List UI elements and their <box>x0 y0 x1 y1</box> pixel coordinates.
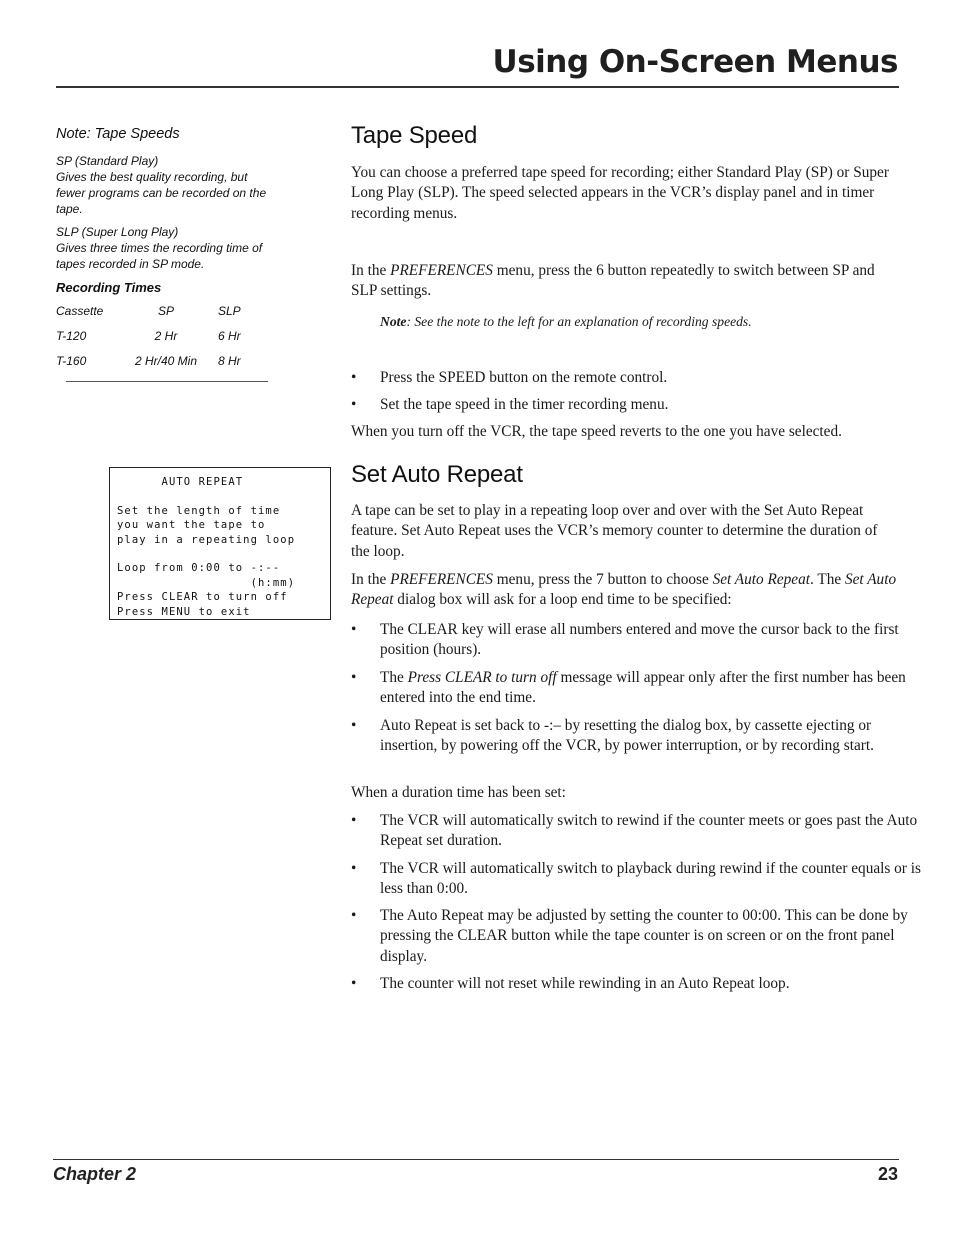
page-title: Using On-Screen Menus <box>492 44 898 80</box>
recording-times-title: Recording Times <box>56 280 162 295</box>
table-header-cell: Cassette <box>56 304 104 318</box>
tape-speed-note: Note: See the note to the left for an explanation of recording speeds. <box>380 314 752 329</box>
tape-speed-intro: You can choose a preferred tape speed for recording; either Standard Play (SP) or Super Long Play (SLP). The speed selected appears in the VCR’s display panel and in timer recording menus. <box>351 164 889 222</box>
bullet-icon: • <box>351 812 357 829</box>
list-item: • Set the tape speed in the timer recording menu. <box>351 395 928 415</box>
slp-note: SLP (Super Long Play) Gives three times the recording time of tapes recorded in SP mode. <box>56 225 263 271</box>
list-item: • The Press CLEAR to turn off message will appear only after the first number has been entered into the end time. <box>351 669 906 707</box>
footer-page-number: 23 <box>877 1164 898 1184</box>
list-item: • The VCR will automatically switch to playback during rewind if the counter equals or is less than 0:00. <box>351 860 921 898</box>
header-rule <box>56 86 899 88</box>
list-item: • The CLEAR key will erase all numbers entered and move the cursor back to the first position (hours). <box>351 621 899 659</box>
table-row <box>56 329 276 354</box>
auto-repeat-heading: Set Auto Repeat <box>351 461 523 488</box>
auto-repeat-screen: AUTO REPEAT Set the length of time you want the tape to play in a repeating loop Loop from 0:00 to -:-- (h:mm) Press CLEAR to turn off Press MENU to exit <box>109 467 331 620</box>
bullet-icon: • <box>351 975 357 992</box>
table-header-cell: SLP <box>218 304 241 318</box>
table-row <box>56 354 276 379</box>
bullet-icon: • <box>351 396 357 413</box>
footer-rule <box>53 1159 899 1160</box>
table-cell: 2 Hr <box>154 329 178 343</box>
sidebar-rule <box>66 381 268 382</box>
table-header-row <box>56 304 276 329</box>
table-header-cell: SP <box>157 304 174 318</box>
bullet-icon: • <box>351 369 357 386</box>
sp-note: SP (Standard Play) Gives the best quality recording, but fewer programs can be recorded on the tape. <box>56 154 267 216</box>
list-item: • The Auto Repeat may be adjusted by setting the counter to 00:00. This can be done by pressing the CLEAR button while the tape counter is on screen or on the front panel display. <box>351 907 908 965</box>
tape-speed-instruction: In the PREFERENCES menu, press the 6 button repeatedly to switch between SP and SLP settings. <box>351 262 875 300</box>
tape-speed-heading: Tape Speed <box>351 122 478 149</box>
list-item: • The counter will not reset while rewinding in an Auto Repeat loop. <box>351 974 928 994</box>
list-item: • Auto Repeat is set back to -:– by resetting the dialog box, by cassette ejecting or insertion, by powering off the VCR, by power interruption, or by recording start. <box>351 717 874 755</box>
table-cell: T-120 <box>56 329 87 343</box>
bullet-icon: • <box>351 907 357 924</box>
table-cell: T-160 <box>56 354 87 368</box>
footer-chapter: Chapter 2 <box>53 1164 137 1184</box>
table-cell: 8 Hr <box>218 354 241 368</box>
list-item: • The VCR will automatically switch to rewind if the counter meets or goes past the Auto Repeat set duration. <box>351 812 918 850</box>
bullet-icon: • <box>351 717 357 734</box>
tape-speed-closing: When you turn off the VCR, the tape speed reverts to the one you have selected. <box>351 423 842 440</box>
note-title: Note: Tape Speeds <box>56 126 180 142</box>
when-set-text: When a duration time has been set: <box>351 784 566 801</box>
table-cell: 6 Hr <box>218 329 241 343</box>
bullet-icon: • <box>351 860 357 877</box>
auto-repeat-instruction: In the PREFERENCES menu, press the 7 button to choose Set Auto Repeat. The Set Auto Repeat dialog box will ask for a loop end time to be specified: <box>351 571 897 609</box>
bullet-icon: • <box>351 669 357 686</box>
bullet-icon: • <box>351 621 357 638</box>
list-item: • Press the SPEED button on the remote control. <box>351 368 928 388</box>
note-label: Note <box>380 314 407 329</box>
auto-repeat-intro: A tape can be set to play in a repeating loop over and over with the Set Auto Repeat feature. Set Auto Repeat uses the VCR’s memory counter to determine the duration of the loop. <box>351 502 878 560</box>
sidebar-note <box>56 126 276 379</box>
menu-name: PREFERENCES <box>390 262 493 279</box>
table-cell: 2 Hr/40 Min <box>134 354 198 368</box>
